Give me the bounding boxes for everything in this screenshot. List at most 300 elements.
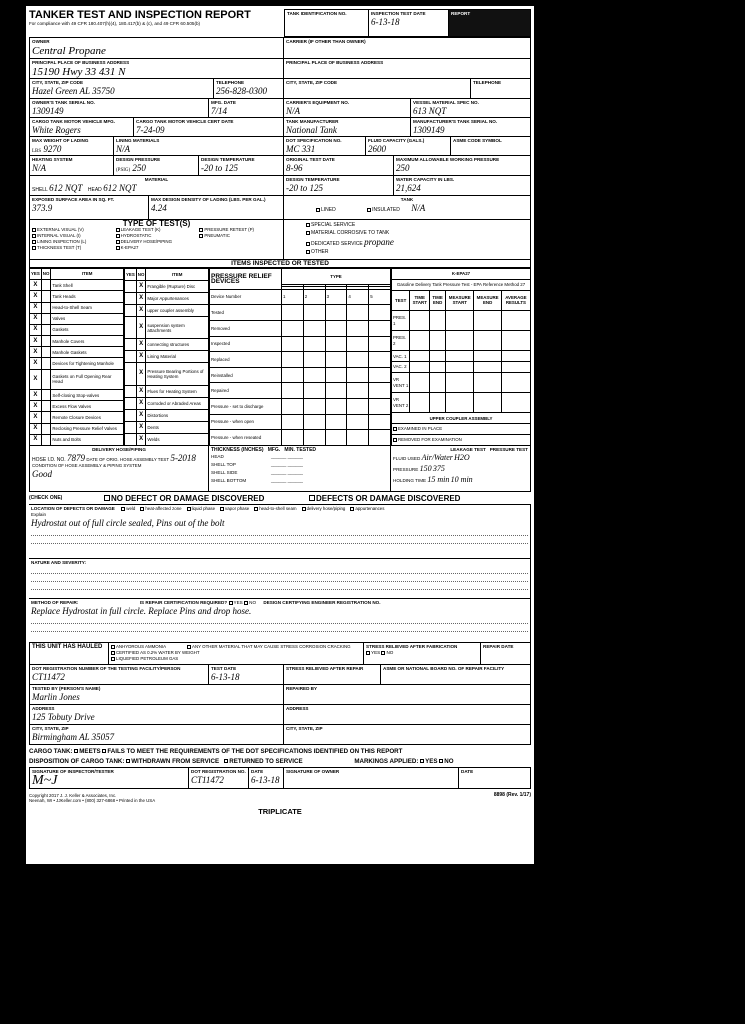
thickness-field[interactable]: ______ ______ (271, 462, 303, 467)
prd-cell[interactable] (282, 414, 304, 430)
ammonia-option[interactable]: ANHYDROUS AMMONIA (111, 644, 166, 649)
epa-col-header: MEASURE START (446, 290, 474, 310)
prd-cell[interactable] (369, 430, 391, 446)
item-label: Excess Flow Valves (51, 401, 124, 412)
item-row (125, 281, 209, 293)
item-no-checkbox[interactable] (41, 280, 51, 291)
item-row (125, 421, 209, 433)
prd-cell[interactable] (282, 383, 304, 399)
test-option[interactable]: PNEUMATIC (199, 233, 281, 239)
prd-row (210, 430, 391, 446)
prd-cell[interactable] (303, 399, 325, 415)
test-types-title: TYPE OF TEST(S) (122, 220, 191, 228)
form-number: 8898 (Rev. 1/17) (493, 792, 531, 798)
prd-cell[interactable] (369, 320, 391, 336)
prd-label: Pressure - set to discharge (210, 399, 282, 415)
item-yes-checkbox[interactable]: X (30, 369, 42, 390)
item-yes-checkbox[interactable]: X (30, 412, 42, 423)
epa-cell[interactable] (430, 362, 446, 373)
lining-label: LINING MATERIALS (116, 138, 160, 143)
item-label: Distortions (146, 409, 209, 421)
corrosive-option[interactable]: MATERIAL CORROSIVE TO TANK (306, 229, 528, 237)
item-yes-checkbox[interactable]: X (30, 390, 42, 401)
epa-col-header: TEST (392, 290, 410, 310)
shell-label: SHELL (32, 187, 48, 193)
item-no-checkbox[interactable]: X (136, 351, 146, 363)
tested-by: Marlin Jones (32, 692, 80, 702)
prd-row (210, 320, 391, 336)
item-yes-checkbox[interactable]: X (30, 401, 42, 412)
tank-label: TANK (400, 197, 414, 202)
item-label: Tank Heads (51, 291, 124, 302)
uca-title: UPPER COUPLER ASSEMBLY (392, 413, 531, 424)
thickness-row (211, 469, 388, 477)
prd-cell[interactable] (282, 399, 304, 415)
epa-cell[interactable] (501, 393, 530, 413)
item-no-checkbox[interactable] (41, 324, 51, 335)
item-yes-checkbox[interactable]: X (30, 347, 42, 358)
epa-cell[interactable] (430, 331, 446, 351)
holding-label: HOLDING TIME (393, 478, 427, 483)
epa-cell[interactable] (501, 372, 530, 392)
item-no-checkbox[interactable]: X (136, 397, 146, 409)
epa-title: K-EPA27 (392, 269, 531, 280)
item-yes-checkbox[interactable] (125, 351, 137, 363)
design-pressure: 250 (132, 163, 146, 173)
epa-row (392, 362, 531, 373)
defects-option[interactable]: DEFECTS OR DAMAGE DISCOVERED (309, 494, 460, 503)
mfg-date: 7/14 (211, 106, 228, 116)
item-yes-checkbox[interactable]: X (30, 291, 42, 302)
final-dot-reg-label: DOT REGISTRATION NO. (191, 769, 246, 774)
item-yes-checkbox[interactable] (125, 409, 137, 421)
prd-cell[interactable] (369, 352, 391, 368)
test-option[interactable]: EXTERNAL VISUAL (V) (32, 227, 114, 233)
prd-cell[interactable] (303, 367, 325, 383)
mfg-date-label: MFG. DATE (211, 100, 236, 105)
item-no-checkbox[interactable] (41, 291, 51, 302)
item-no-checkbox[interactable] (41, 369, 51, 390)
prd-cell[interactable] (347, 399, 369, 415)
item-yes-checkbox[interactable]: X (30, 434, 42, 445)
item-label: Gaskets (51, 324, 124, 335)
prd-cell[interactable] (303, 383, 325, 399)
design-pressure-label: DESIGN PRESSURE (116, 157, 161, 162)
test-option[interactable]: DELIVERY HOSE/PIPING (116, 239, 198, 245)
prd-cell[interactable] (347, 383, 369, 399)
prd-cell[interactable] (303, 414, 325, 430)
item-no-checkbox[interactable] (41, 401, 51, 412)
item-yes-checkbox[interactable] (125, 339, 137, 351)
item-yes-checkbox[interactable]: X (30, 302, 42, 313)
prd-cell[interactable] (282, 305, 304, 321)
prd-cell[interactable] (347, 336, 369, 352)
location-option[interactable]: vapor phase (220, 506, 249, 511)
owner-date-label: DATE (461, 769, 474, 774)
epa-cell[interactable] (446, 362, 474, 373)
prd-cell[interactable] (303, 336, 325, 352)
location-option[interactable]: heat-affected zone (140, 506, 181, 511)
special-service[interactable]: SPECIAL SERVICE (306, 221, 528, 229)
item-yes-checkbox[interactable] (125, 385, 137, 397)
item-row (125, 363, 209, 385)
epa-table (391, 268, 531, 446)
prd-cell[interactable]: 1 (282, 289, 304, 305)
epa-cell[interactable] (474, 393, 501, 413)
removed-option[interactable]: REMOVED FOR EXAMINATION (392, 435, 531, 446)
prd-cell[interactable] (325, 352, 347, 368)
epa-cell[interactable] (501, 362, 530, 373)
prd-cell[interactable] (325, 399, 347, 415)
tested-by-label: TESTED BY (PERSON'S NAME) (32, 686, 101, 691)
prd-label: Pressure - when open (210, 414, 282, 430)
returned-option[interactable]: RETURNED TO SERVICE (224, 758, 302, 765)
location-option[interactable]: liquid phase (187, 506, 215, 511)
item-no-checkbox[interactable]: X (136, 409, 146, 421)
inspection-report-form: TANKER TEST AND INSPECTION REPORT For compliance with 49 CFR 180.407(h)(4), 180.417(b) & (c), and 49 CFR 60.505(b) TANK IDENTIFICATION NO. INSPECTION TEST DATE 6-13-18 REPORT OWNER Central Propane CARRIER (IF OTHER THAN OWNER) PRINCIPAL PLACE OF BUSINESS ADDRESS 15190 Hwy 33 431 N PRINCIPAL PLACE OF BUSINESS ADDRESS CITY, STATE, ZIP CODE Hazel Green AL 35750 TELEPHONE 256-828-0300 CITY, STATE, ZIP CODE TELEPHONE OWNER'S TANK SERIAL NO. 1309149 MFG. DATE 7/14 CARRIER'S EQUIPMENT NO. N/A VESSEL MATERIAL SPEC NO. 613 NQT CARGO TANK MOTOR VEHICLE MFG. White Rogers CARGO TANK MOTOR VEHICLE CERT DATE 7-24-09 TANK MANUFACTURER National Tank MANUFACTURER'S TANK SERIAL NO. 1309149 MAX WEIGHT OF LADING LBS 9270 LINING MATERIALS N/A DOT SPECIFICATION NO. MC 331 FLUID CAPACITY (GALS.) 2600 ASME CODE SYMBOL HEATING SYSTEM N/A DESIGN PRESSURE (PSIG) 250 DESIGN TEMPERATURE -20 to 125 ORIGINAL TEST DATE 8-96 MAXIMUM ALLOWABLE WORKING PRESSURE 250 MATERIAL SHELL 612 NQT HEAD 612 NQT DESIGN TEMPERATURE -20 to 125 WATER CAPACITY IN LBS. 21,624 EXPOSED SURFACE AREA IN SQ. FT. 373.9 MAX DESIGN DENSITY OF LADING (LBS. PER GAL.) 4.24 TANK LINED INSULATED N/A TYPE OF TEST(S) EXTERNAL VISUAL (V) LEAKAGE TEST (K) PRESSURE RETEST (P) INTERNAL VISUAL (I) HYDROSTATIC PNEUMATIC LINING INSPECTION (L) DELIVERY HOSE/PIPING THICKNESS TEST (T) K-EPA27 SPECIAL SERVICE MATERIAL CORROSIVE TO TANK DEDICATED SERVICE propane OTHER ITEMS INSPECTED OR TESTED YES NO ITEM X Tank Shell X Tank Heads X Head-to-Shell Seam X Valves X Gaskets X Manhole Covers X Manhole Gaskets X Devices for Tightening Manhole X Gaskets on Full Opening Rear Head X Self-closing Stop-valves X Excess Flow Valves X Remote Closure Devices X Reclosing Pressure Relief Valves X Nuts and Bolts YES NO ITEM X Frangible (Rupture) Disc X Major Appurtenances X upper coupler assembly X suspension system attachments X connecting structures X Lining Material X Pressure Bearing Portions of Heating System X Flues for Heating System X Corroded or Abraded Areas X Distortions X Dents X Welds PRESSURE RELIEF DEVICES TYPE Device Number 1 2 3 4 5 Tested Removed Inspected Replaced Reinstalled Repaired Pressure - set to discharge Pressure - when open Pressure - when reseated K-EPA27 Gasoline Delivery Tank Pressure Test - EPA Reference Method 27 TEST TIME START TIME END MEASURE START MEASURE END AVERAGE RESULTS PRES. 1 PRES. 2 VAC. 1 VAC. 2 VR VENT 1 VR VENT 2 UPPER COUPLER ASSEMBLY EXAMINED IN PLACE REMOVED FOR EXAMINATION DELIVERY HOSE/PIPING HOSE I.D. NO. 7879 DATE OF ORIG. HOSE ASSEMBLY TEST 5-2018 CONDITION OF HOSE ASSEMBLY & PIPING SYSTEM Good THICKNESS (INCHES) MFG. MIN. TESTED HEAD ______ ______ SHELL TOP ______ ______ SHELL SIDE ______ ______ SHELL BOTTOM ______ ______ LEAKAGE TEST PRESSURE TEST FLUID USED Air/Water H2O PRESSURE 150 375 HOLDING TIME 15 min 10 min (CHECK ONE) NO DEFECT OR DAMAGE DISCOVERED DEFECTS OR DAMAGE DISCOVERED LOCATION OF DEFECTS OR DAMAGE weld heat-affected zone liquid phase vapor phase head-to-shell seam delivery hose/piping appurtenances Explain Hydrostat out of full circle sealed, Pins out of the bolt NATURE AND SEVERITY: METHOD OF REPAIR: IS REPAIR CERTIFICATION REQUIRED? YES NO DESIGN CERTIFYING ENGINEER REGISTRATION NO. Replace Hydrostat in full circle. Replace Pins and drop hose. THIS UNIT HAS HAULED ANHYDROUS AMMONIA ANY OTHER MATERIAL THAT MAY CAUSE STRESS CORROSION CRACKING CERTIFIED AS 0.2% WATER BY WEIGHT LIQUEFIED PETROLEUM GAS STRESS RELIEVED AFTER FABRICATION YES NO REPAIR DATE DOT REGISTRATION NUMBER OF THE TESTING FACILITY/PERSON CT11472 TEST DATE 6-13-18 STRESS RELIEVED AFTER REPAIR ASME OR NATIONAL BOARD NO. OF REPAIR FACILITY TESTED BY (PERSON'S NAME) Marlin Jones REPAIRED BY ADDRESS 125 Tobuty Drive ADDRESS CITY, STATE, ZIP Birmingham AL 35057 CITY, STATE, ZIP CARGO TANK: MEETS FAILS TO MEET THE REQUIREMENTS OF THE DOT SPECIFICATIONS IDENTIFIED ON THIS REPORT DISPOSITION OF CARGO TANK: WITHDRAWN FROM SERVICE RETURNED TO SERVICE MARKINGS APPLIED: YES NO SIGNATURE OF INSPECTOR/TESTER M~J DOT REGISTRATION NO. CT11472 DATE 6-13-18 SIGNATURE OF OWNER DATE Copyright 2017 J. J. Keller & Associates, Inc. Neenah, WI • JJKeller.com • (800) 327-6868 • Printed in the USA 8898 (Rev. 1/17) TRIPLICATE (26, 6, 534, 864)
item-no-checkbox[interactable] (41, 347, 51, 358)
item-no-checkbox[interactable] (41, 358, 51, 369)
markings-yes[interactable]: YES (420, 758, 437, 765)
fails-option[interactable]: FAILS TO MEET THE REQUIREMENTS OF THE DOT SPECIFICATIONS IDENTIFIED ON THIS REPORT (102, 748, 402, 755)
epa-cell[interactable] (430, 310, 446, 330)
epa-cell[interactable] (446, 393, 474, 413)
hold-leak: 15 min (427, 475, 450, 484)
item-label: Flues for Heating System (146, 385, 209, 397)
other-option[interactable]: OTHER (306, 248, 528, 256)
leak-title: LEAKAGE TEST (450, 447, 486, 452)
prd-label: Device Number (210, 289, 282, 305)
item-yes-checkbox[interactable] (125, 421, 137, 433)
epa-col-header: MEASURE END (474, 290, 501, 310)
item-label: Gaskets on Full Opening Rear Head (51, 369, 124, 390)
repair-cert-yes[interactable]: YES (229, 600, 243, 605)
item-label: Frangible (Rupture) Disc (146, 281, 209, 293)
press-press: 375 (432, 464, 445, 473)
vessel-spec: 613 NQT (413, 106, 447, 116)
prd-cell[interactable] (325, 320, 347, 336)
epa-cell[interactable] (446, 331, 474, 351)
item-yes-checkbox[interactable] (125, 293, 137, 305)
test-date: 6-13-18 (211, 672, 240, 682)
prd-cell[interactable]: 5 (369, 289, 391, 305)
thickness-min: MIN. TESTED (284, 447, 317, 453)
prd-cell[interactable] (325, 336, 347, 352)
epa-cell[interactable] (474, 372, 501, 392)
epa-cell[interactable] (430, 351, 446, 362)
item-label: Manhole Gaskets (51, 347, 124, 358)
nature-label: NATURE AND SEVERITY: (31, 560, 87, 565)
epa-col-header: AVERAGE RESULTS (501, 290, 530, 310)
prd-cell[interactable] (282, 430, 304, 446)
epa-cell[interactable] (474, 310, 501, 330)
item-label: Devices for Tightening Manhole (51, 358, 124, 369)
item-row (30, 358, 124, 369)
test-option[interactable]: THICKNESS TEST (T) (32, 245, 114, 251)
item-yes-checkbox[interactable]: X (30, 313, 42, 324)
epa-cell[interactable] (410, 372, 430, 392)
carrier-phone-label: TELEPHONE (473, 80, 502, 85)
epa-cell[interactable] (446, 351, 474, 362)
epa-row (392, 310, 531, 330)
prd-cell[interactable] (303, 305, 325, 321)
lpg-option[interactable]: LIQUEFIED PETROLEUM GAS (111, 656, 178, 661)
test-date-label: TEST DATE (211, 666, 237, 671)
prd-cell[interactable] (282, 367, 304, 383)
item-no-checkbox[interactable] (41, 412, 51, 423)
item-row (30, 280, 124, 291)
exposed-label: EXPOSED SURFACE AREA IN SQ. FT. (32, 197, 115, 202)
epa-row-label: VAC. 2 (392, 362, 410, 373)
item-no-checkbox[interactable]: X (136, 339, 146, 351)
test-option[interactable]: PRESSURE RETEST (P) (199, 227, 281, 233)
epa-cell[interactable] (410, 351, 430, 362)
hauled-label: THIS UNIT HAS HAULED (32, 644, 103, 650)
material-label: MATERIAL (144, 177, 169, 182)
epa-cell[interactable] (446, 372, 474, 392)
epa-cell[interactable] (430, 393, 446, 413)
item-no-checkbox[interactable]: X (136, 293, 146, 305)
design-temp: -20 to 125 (201, 163, 238, 173)
tank-serial: 1309149 (32, 106, 64, 116)
item-row (125, 433, 209, 445)
dot-spec-label: DOT SPECIFICATION NO. (286, 138, 342, 143)
epa-cell[interactable] (410, 362, 430, 373)
item-row (125, 351, 209, 363)
test-option[interactable]: K-EPA27 (116, 245, 198, 251)
prd-cell[interactable] (347, 352, 369, 368)
prd-cell[interactable]: 3 (325, 289, 347, 305)
prd-cell[interactable]: 2 (303, 289, 325, 305)
fluid-label: FLUID USED (393, 456, 421, 461)
item-no-checkbox[interactable] (41, 434, 51, 445)
prd-cell[interactable] (303, 320, 325, 336)
epa-cell[interactable] (501, 310, 530, 330)
thickness-field[interactable]: ______ ______ (271, 470, 303, 475)
mfr-serial-label: MANUFACTURER'S TANK SERIAL NO. (413, 119, 498, 124)
owner-city: Hazel Green AL 35750 (32, 86, 115, 96)
other-material-option[interactable]: ANY OTHER MATERIAL THAT MAY CAUSE STRESS CORROSION CRACKING (187, 644, 351, 649)
item-no-checkbox[interactable] (41, 313, 51, 324)
condition-label: CONDITION OF HOSE ASSEMBLY & PIPING SYSTEM (32, 463, 142, 468)
item-label: Nuts and Bolts (51, 434, 124, 445)
owner-phone-label: TELEPHONE (216, 80, 245, 85)
owner-name: Central Propane (32, 45, 106, 57)
location-option[interactable]: appurtenances (350, 506, 384, 511)
withdrawn-option[interactable]: WITHDRAWN FROM SERVICE (126, 758, 219, 765)
prd-cell[interactable] (325, 305, 347, 321)
item-row (30, 412, 124, 423)
check-one-label: (CHECK ONE) (29, 495, 63, 501)
item-row (30, 423, 124, 434)
prd-row (210, 336, 391, 352)
prd-label: Inspected (210, 336, 282, 352)
prd-cell[interactable] (282, 352, 304, 368)
item-yes-checkbox[interactable] (125, 305, 137, 317)
prd-row (210, 414, 391, 430)
prd-cell[interactable] (282, 336, 304, 352)
carrier-city-label: CITY, STATE, ZIP CODE (286, 80, 338, 85)
prd-cell[interactable] (369, 414, 391, 430)
copyright: Copyright 2017 J. J. Keller & Associates, Inc. (29, 793, 117, 798)
item-yes-checkbox[interactable] (125, 433, 137, 445)
epa-cell[interactable] (410, 310, 430, 330)
design-temp-label: DESIGN TEMPERATURE (201, 157, 255, 162)
epa-cell[interactable] (501, 331, 530, 351)
item-row (30, 347, 124, 358)
epa-cell[interactable] (474, 351, 501, 362)
epa-cell[interactable] (474, 331, 501, 351)
repair-cert-no[interactable]: NO (244, 600, 256, 605)
heating-label: HEATING SYSTEM (32, 157, 73, 162)
item-row (30, 390, 124, 401)
test-types (29, 220, 284, 260)
thickness-title: THICKNESS (INCHES) (211, 447, 264, 453)
item-yes-checkbox[interactable]: X (30, 423, 42, 434)
certified-option[interactable]: CERTIFIED AS 0.2% WATER BY WEIGHT (111, 650, 200, 655)
prd-cell[interactable] (369, 336, 391, 352)
report-label: REPORT (451, 11, 471, 16)
lined-label: LINED (321, 207, 336, 213)
item-no-checkbox[interactable]: X (136, 281, 146, 293)
thickness-label: HEAD (211, 454, 224, 459)
prd-cell[interactable] (347, 320, 369, 336)
orig-date: 5-2018 (170, 453, 196, 463)
item-no-checkbox[interactable]: X (136, 421, 146, 433)
prd-cell[interactable] (325, 414, 347, 430)
triplicate-label: TRIPLICATE (258, 807, 302, 816)
tank-id-label: TANK IDENTIFICATION NO. (287, 11, 347, 16)
thickness-field[interactable]: ______ ______ (271, 454, 303, 459)
item-yes-checkbox[interactable] (125, 363, 137, 385)
capacity: 2600 (368, 144, 386, 154)
cargo-cert: 7-24-09 (136, 125, 165, 135)
owner-address-label: PRINCIPAL PLACE OF BUSINESS ADDRESS (32, 60, 130, 65)
insulated-checkbox[interactable] (367, 208, 371, 212)
repairer-city-label: CITY, STATE, ZIP (286, 726, 323, 731)
prd-cell[interactable]: 4 (347, 289, 369, 305)
repair-cert-label: IS REPAIR CERTIFICATION REQUIRED? (139, 600, 228, 605)
carrier-equipment: N/A (286, 106, 301, 116)
item-label: Manhole Covers (51, 336, 124, 347)
location-option[interactable]: weld (121, 506, 135, 511)
prd-cell[interactable] (303, 430, 325, 446)
item-row (125, 305, 209, 317)
test-option[interactable]: HYDROSTATIC (116, 233, 198, 239)
final-date-label: DATE (251, 769, 264, 774)
epa-cell[interactable] (410, 331, 430, 351)
item-row (125, 385, 209, 397)
epa-row (392, 393, 531, 413)
item-row (30, 434, 124, 445)
meets-option[interactable]: MEETS (74, 748, 100, 755)
prd-cell[interactable] (347, 414, 369, 430)
item-yes-checkbox[interactable]: X (30, 280, 42, 291)
prd-table: PRESSURE RELIEF DEVICES TYPE Device Number 1 2 3 4 5 Tested Removed Inspected Replaced Reinstalled Repaired Pressure - set to discharge Pressure - when open Pressure - when reseated (209, 268, 391, 446)
thickness-field[interactable]: ______ ______ (271, 478, 303, 483)
no-defect-option[interactable]: NO DEFECT OR DAMAGE DISCOVERED (104, 494, 309, 503)
prd-cell[interactable] (325, 430, 347, 446)
item-no-checkbox[interactable] (41, 423, 51, 434)
item-no-checkbox[interactable]: X (136, 385, 146, 397)
dedicated-option[interactable]: DEDICATED SERVICE propane (306, 237, 528, 248)
item-no-checkbox[interactable]: X (136, 433, 146, 445)
inspector-signature: M~J (32, 773, 58, 788)
item-label: Tank Shell (51, 280, 124, 291)
item-no-checkbox[interactable] (41, 336, 51, 347)
prd-cell[interactable] (282, 320, 304, 336)
prd-cell[interactable] (325, 383, 347, 399)
prd-cell[interactable] (347, 305, 369, 321)
dot-reg-label: DOT REGISTRATION NUMBER OF THE TESTING FACILITY/PERSON (32, 666, 181, 671)
markings-no[interactable]: NO (439, 758, 453, 765)
lbs-unit: LBS (32, 149, 42, 154)
epa-cell[interactable] (430, 372, 446, 392)
prd-row (210, 367, 391, 383)
items-left-table: YES NO ITEM X Tank Shell X Tank Heads X Head-to-Shell Seam X Valves X Gaskets X Manhole Covers X Manhole Gaskets X Devices for Tightening Manhole X Gaskets on Full Opening Rear Head X Self-closing Stop-valves X Excess Flow Valves X Remote Closure Devices X Reclosing Pressure Relief Valves X Nuts and Bolts (29, 268, 124, 446)
epa-cell[interactable] (474, 362, 501, 373)
location-option[interactable]: delivery hose/piping (302, 506, 346, 511)
examined-option[interactable]: EXAMINED IN PLACE (392, 424, 531, 435)
thickness-mfg: MFG. (267, 447, 281, 453)
location-option[interactable]: head-to-shell seam (254, 506, 296, 511)
asme-board-label: ASME OR NATIONAL BOARD NO. OF REPAIR FACILITY (383, 666, 505, 671)
tank-serial-label: OWNER'S TANK SERIAL NO. (32, 100, 95, 105)
item-yes-checkbox[interactable] (125, 317, 137, 339)
item-row (125, 409, 209, 421)
item-yes-checkbox[interactable]: X (30, 324, 42, 335)
prd-cell[interactable] (369, 305, 391, 321)
item-row (125, 339, 209, 351)
epa-col-header: TIME END (430, 290, 446, 310)
prd-cell[interactable] (347, 430, 369, 446)
item-no-checkbox[interactable] (41, 302, 51, 313)
item-no-checkbox[interactable]: X (136, 305, 146, 317)
pressure-title: PRESSURE TEST (489, 447, 528, 452)
compliance-note: For compliance with 49 CFR 180.407(h)(4), 180.417(b) & (c), and 49 CFR 60.505(b) (29, 21, 201, 26)
heating: N/A (32, 163, 47, 173)
test-option[interactable]: LINING INSPECTION (L) (32, 239, 114, 245)
prd-cell[interactable] (369, 399, 391, 415)
epa-cell[interactable] (410, 393, 430, 413)
repaired-by-label: REPAIRED BY (286, 686, 318, 691)
epa-cell[interactable] (446, 310, 474, 330)
prd-cell[interactable] (369, 367, 391, 383)
prd-cell[interactable] (303, 352, 325, 368)
prd-cell[interactable] (347, 367, 369, 383)
item-yes-checkbox[interactable] (125, 281, 137, 293)
item-yes-checkbox[interactable]: X (30, 358, 42, 369)
item-no-checkbox[interactable] (41, 390, 51, 401)
lined-checkbox[interactable] (316, 208, 320, 212)
test-option[interactable]: LEAKAGE TEST (K) (116, 227, 198, 233)
mawp-label: MAXIMUM ALLOWABLE WORKING PRESSURE (396, 157, 500, 162)
item-no-checkbox[interactable]: X (136, 317, 146, 339)
prd-cell[interactable] (325, 367, 347, 383)
condition: Good (32, 469, 52, 479)
item-no-checkbox[interactable]: X (136, 363, 146, 385)
psig-unit: (PSIG) (116, 168, 131, 173)
test-option[interactable]: INTERNAL VISUAL (I) (32, 233, 114, 239)
prd-row (210, 305, 391, 321)
item-yes-checkbox[interactable]: X (30, 336, 42, 347)
item-yes-checkbox[interactable] (125, 397, 137, 409)
item-row (30, 369, 124, 390)
item-label: Remote Closure Devices (51, 412, 124, 423)
epa-cell[interactable] (501, 351, 530, 362)
prd-cell[interactable] (369, 383, 391, 399)
epa-row-label: VR VENT 2 (392, 393, 410, 413)
